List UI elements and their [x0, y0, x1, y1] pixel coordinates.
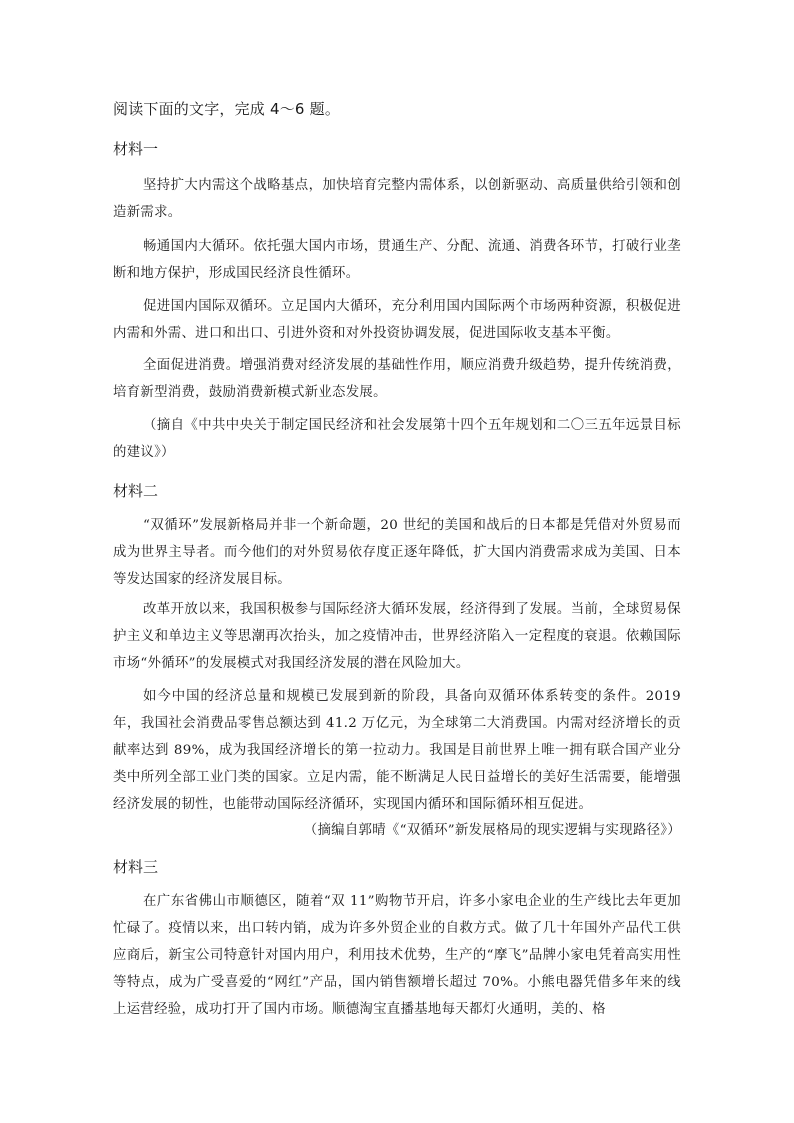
material2-paragraph-3: 如今中国的经济总量和规模已发展到新的阶段，具备向双循环体系转变的条件。2019 年，我国社会消费品零售总额达到 41.2 万亿元，为全球第二大消费国。内需对经济增长的贡献率达到 89%，成为我国经济增长的第一拉动力。我国是目前世界上唯一拥有联合国产业分类中所列全部工业门类的国家。立足内需，能不断满足人民日益增长的美好生活需要，能增强经济发展的韧性，也能带动国际经济循环，实现国内循环和国际循环相互促进。: [113, 689, 681, 812]
material1-paragraph-1: 坚持扩大内需这个战略基点，加快培育完整内需体系，以创新驱动、高质量供给引领和创造新需求。: [113, 178, 681, 220]
material1-source: （摘自《中共中央关于制定国民经济和社会发展第十四个五年规划和二〇三五年远景目标的建议》）: [113, 418, 681, 460]
material3-paragraph-1: 在广东省佛山市顺德区，随着“双 11”购物节开启，许多小家电企业的生产线比去年更加忙碌了。疫情以来，出口转内销，成为许多外贸企业的自救方式。做了几十年国外产品代工供应商后，新宝公司特意针对国内用户，利用技术优势，生产的“摩飞”品牌小家电凭着高实用性等特点，成为广受喜爱的“网红”产品，国内销售额增长超过 70%。小熊电器凭借多年来的线上运营经验，成功打开了国内市场。顺德淘宝直播基地每天都灯火通明，美的、格: [113, 894, 681, 1017]
material2-paragraph-1: “双循环”发展新格局并非一个新命题，20 世纪的美国和战后的日本都是凭借对外贸易而成为世界主导者。而今他们的对外贸易依存度正逐年降低，扩大国内消费需求成为美国、日本等发达国家的经济发展目标。: [113, 518, 681, 587]
material2-source: （摘编自郭晴《“双循环”新发展格局的现实逻辑与实现路径》）: [303, 823, 681, 838]
material2-title: 材料二: [113, 482, 159, 500]
material2-paragraph-2: 改革开放以来，我国积极参与国际经济大循环发展，经济得到了发展。当前，全球贸易保护主义和单边主义等思潮再次抬头，加之疫情冲击，世界经济陷入一定程度的衰退。依赖国际市场“外循环”的发展模式对我国经济发展的潜在风险加大。: [113, 602, 681, 671]
material1-paragraph-2: 畅通国内大循环。依托强大国内市场，贯通生产、分配、流通、消费各环节，打破行业垄断和地方保护，形成国民经济良性循环。: [113, 239, 681, 281]
material1-paragraph-4: 全面促进消费。增强消费对经济发展的基础性作用，顺应消费升级趋势，提升传统消费，培育新型消费，鼓励消费新模式新业态发展。: [113, 358, 681, 400]
material3-title: 材料三: [113, 858, 159, 876]
question-instruction: 阅读下面的文字，完成 4～6 题。: [113, 100, 341, 118]
material1-title: 材料一: [113, 140, 159, 158]
material1-paragraph-3: 促进国内国际双循环。立足国内大循环，充分利用国内国际两个市场两种资源，积极促进内需和外需、进口和出口、引进外资和对外投资协调发展，促进国际收支基本平衡。: [113, 299, 681, 341]
